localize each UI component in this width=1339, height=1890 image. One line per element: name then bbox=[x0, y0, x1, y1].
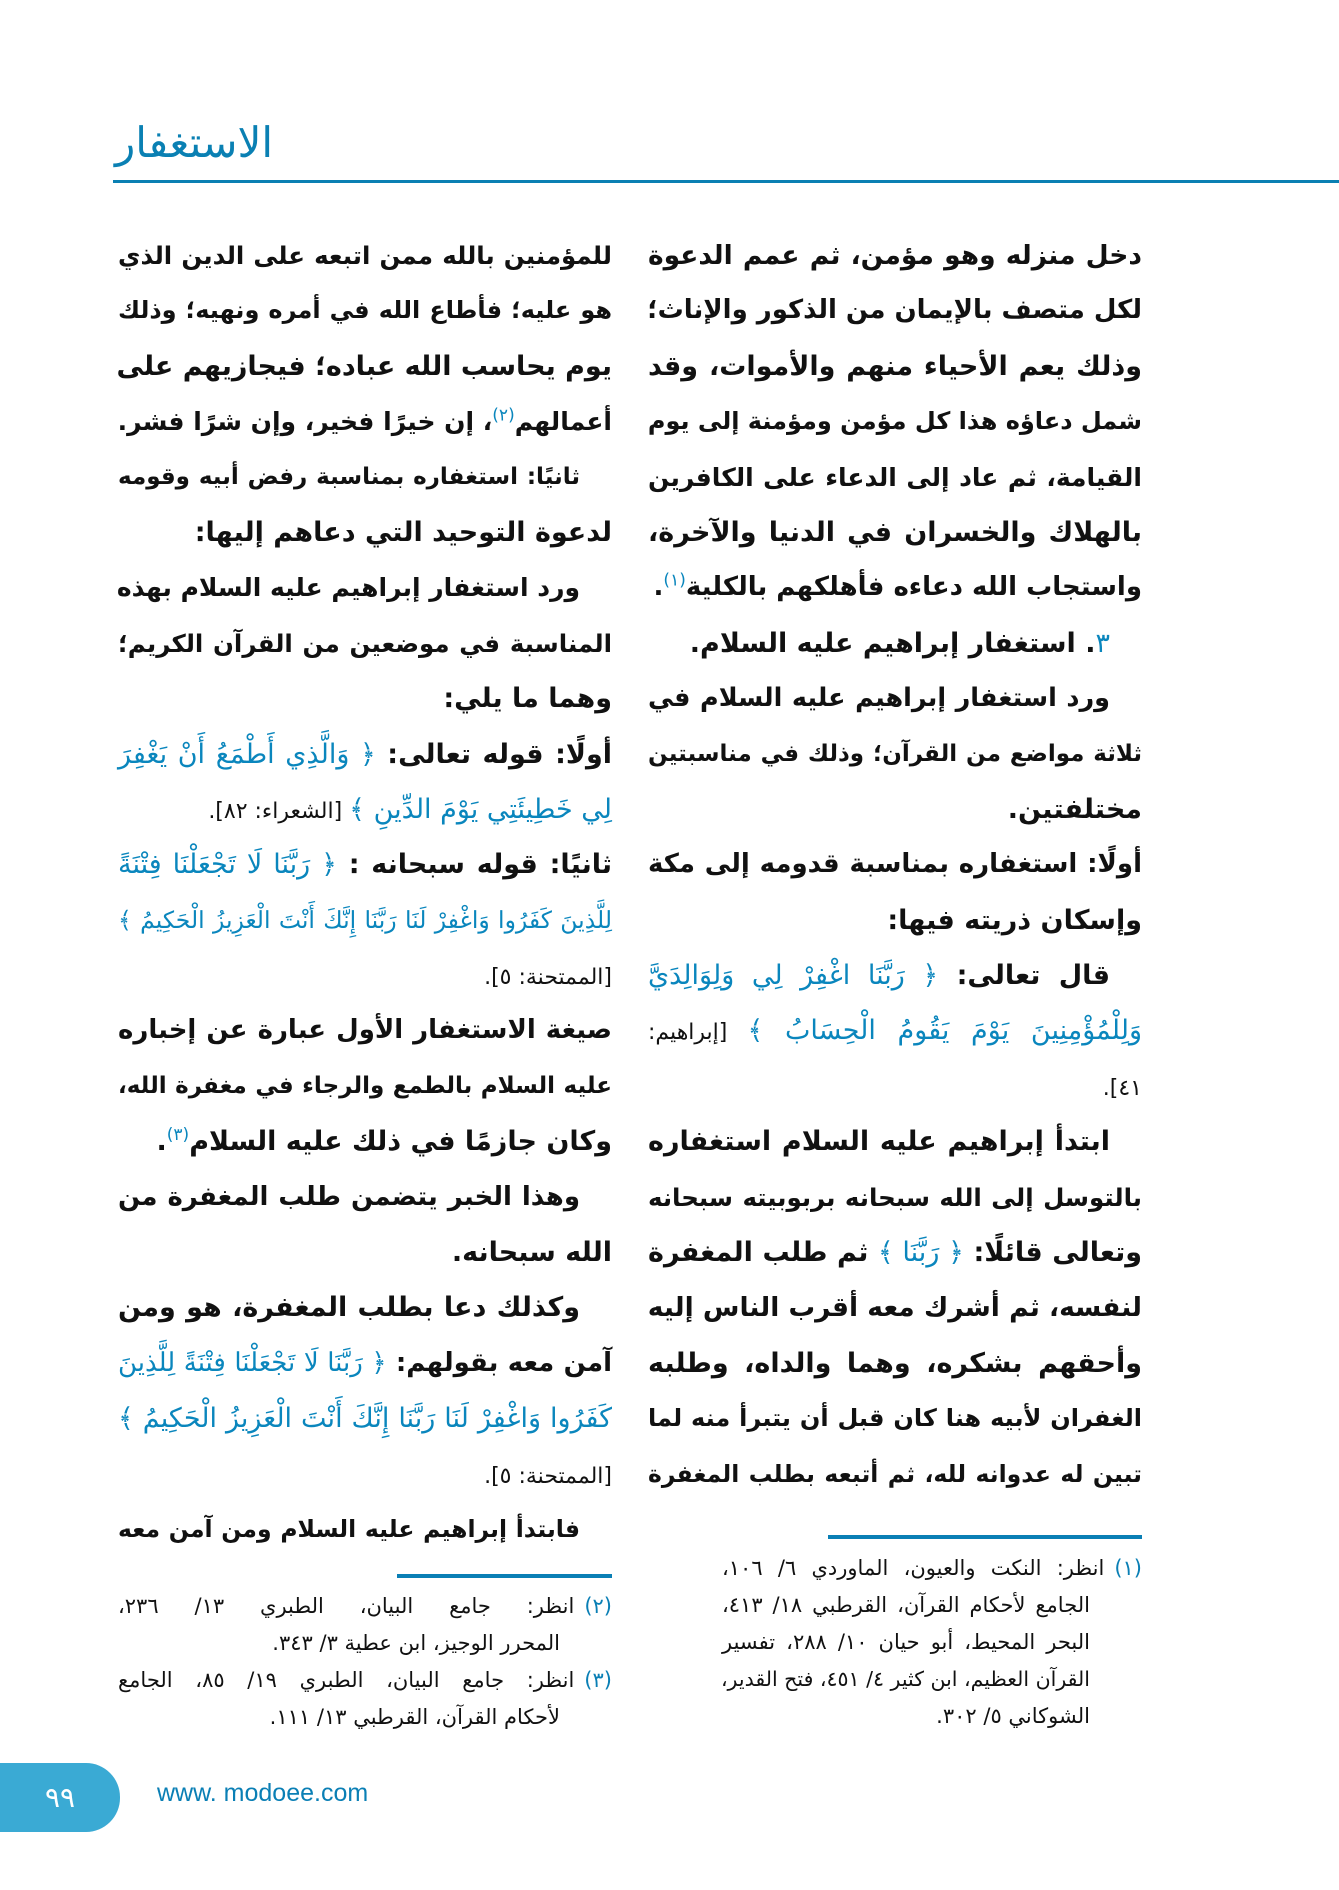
text-segment: وهذا الخبر يتضمن طلب المغفرة من bbox=[118, 1181, 580, 1212]
footnote-marker: (١) bbox=[663, 570, 686, 591]
quran-verse: ﴿ رَبَّنَا لَا تَجْعَلْنَا فِتْنَةً لِلَّذِينَ bbox=[118, 1347, 387, 1378]
text-line bbox=[118, 283, 612, 338]
text-segment: ابتدأ إبراهيم عليه السلام استغفاره bbox=[648, 1126, 1110, 1158]
footnote-text: البحر المحيط، أبو حيان ١٠/ ٢٨٨، تفسير bbox=[722, 1630, 1090, 1654]
text-line bbox=[118, 837, 612, 892]
footnote-text: انظر: جامع البيان، الطبري ١٣/ ٢٣٦، bbox=[118, 1594, 575, 1618]
text-segment: ثانيًا: استغفاره بمناسبة رفض أبيه وقومه bbox=[118, 463, 580, 490]
left-text-column bbox=[118, 228, 612, 1557]
footnote-marker: (٣) bbox=[166, 1125, 190, 1146]
text-line bbox=[648, 948, 1142, 1003]
text-line bbox=[648, 1225, 1142, 1280]
text-line bbox=[118, 1114, 612, 1169]
text-line bbox=[118, 1280, 612, 1335]
text-segment: قال تعالى: bbox=[938, 960, 1110, 992]
footnote-text: المحرر الوجيز، ابن عطية ٣/ ٣٤٣. bbox=[272, 1631, 560, 1655]
text-line bbox=[648, 1003, 1142, 1058]
text-line bbox=[648, 727, 1142, 782]
footnote-number: (٣) bbox=[584, 1668, 612, 1692]
text-line bbox=[118, 727, 612, 782]
text-segment: وذلك يعم الأحياء منهم والأموات، وقد bbox=[648, 350, 1142, 382]
quran-verse: لِلَّذِينَ كَفَرُوا وَاغْفِرْ لَنَا رَبَّنَا إِنَّكَ أَنْتَ الْعَزِيزُ الْحَكِيمُ ﴾ bbox=[118, 905, 612, 934]
quran-verse: ﴿ وَالَّذِي أَطْمَعُ أَنْ يَغْفِرَ bbox=[118, 738, 376, 770]
text-line bbox=[648, 782, 1142, 837]
text-segment: لنفسه، ثم أشرك معه أقرب الناس إليه bbox=[647, 1292, 1142, 1324]
footnote-text: انظر: النكت والعيون، الماوردي ٦/ ١٠٦، bbox=[722, 1556, 1105, 1580]
text-line bbox=[118, 893, 612, 948]
text-line bbox=[648, 505, 1142, 560]
text-line bbox=[118, 450, 612, 505]
footnote-line bbox=[118, 1699, 612, 1736]
website-url[interactable]: www. modoee.com bbox=[157, 1779, 369, 1807]
text-segment: ورد استغفار إبراهيم عليه السلام بهذه bbox=[116, 573, 580, 603]
footnote-line bbox=[722, 1550, 1142, 1587]
right-text-column bbox=[648, 228, 1142, 1502]
text-segment: صيغة الاستغفار الأول عبارة عن إخباره bbox=[118, 1015, 612, 1046]
footnote-line bbox=[722, 1624, 1142, 1661]
footnote-number: (٢) bbox=[584, 1594, 612, 1618]
text-line bbox=[648, 671, 1142, 726]
footnote-text: انظر: جامع البيان، الطبري ١٩/ ٨٥، الجامع bbox=[118, 1668, 575, 1692]
text-line bbox=[648, 616, 1142, 671]
text-line bbox=[118, 616, 612, 671]
text-segment: دخل منزله وهو مؤمن، ثم عمم الدعوة bbox=[648, 240, 1142, 271]
text-segment: ورد استغفار إبراهيم عليه السلام في bbox=[648, 683, 1110, 714]
text-line bbox=[118, 782, 612, 837]
text-line bbox=[648, 339, 1142, 394]
text-line bbox=[118, 1003, 612, 1058]
text-segment: بالهلاك والخسران في الدنيا والآخرة، bbox=[648, 516, 1142, 548]
text-segment: ثم طلب المغفرة bbox=[648, 1237, 878, 1269]
text-line bbox=[648, 1280, 1142, 1335]
quran-verse: لِي خَطِيئَتِي يَوْمَ الدِّينِ ﴾ bbox=[349, 793, 612, 825]
text-segment: هو عليه؛ فأطاع الله في أمره ونهيه؛ وذلك bbox=[118, 296, 612, 325]
text-segment: عليه السلام بالطمع والرجاء في مغفرة الله، bbox=[118, 1072, 612, 1099]
text-line bbox=[118, 671, 612, 726]
footnote-text: الجامع لأحكام القرآن، القرطبي ١٨/ ٤١٣، bbox=[722, 1593, 1090, 1617]
running-header-title: الاستغفار bbox=[115, 118, 274, 167]
text-segment: وأحقهم بشكره، وهما والداه، وطلبه bbox=[648, 1347, 1142, 1379]
verse-reference: [الشعراء: ٨٢]. bbox=[208, 798, 350, 824]
text-line bbox=[118, 1336, 612, 1391]
text-segment: ثلاثة مواضع من القرآن؛ وذلك في مناسبتين bbox=[648, 740, 1142, 767]
footnote-line bbox=[118, 1625, 612, 1662]
text-segment: أعمالهم bbox=[514, 407, 612, 437]
text-segment: وإسكان ذريته فيها: bbox=[887, 904, 1142, 936]
footnote-line bbox=[118, 1588, 612, 1625]
footnote-separator-right bbox=[828, 1535, 1142, 1539]
text-line bbox=[118, 394, 612, 449]
verse-reference: [الممتحنة: ٥]. bbox=[484, 965, 612, 991]
text-line bbox=[648, 1114, 1142, 1169]
text-line bbox=[648, 1391, 1142, 1446]
text-line bbox=[118, 505, 612, 560]
text-segment: أولًا: قوله تعالى: bbox=[375, 738, 613, 770]
text-segment: القيامة، ثم عاد إلى الدعاء على الكافرين bbox=[648, 462, 1142, 492]
text-segment: لكل متصف بالإيمان من الذكور والإناث؛ bbox=[647, 295, 1142, 326]
text-segment: ثانيًا: قوله سبحانه : bbox=[336, 849, 612, 881]
quran-verse: ﴿ رَبَّنَا ﴾ bbox=[877, 1237, 964, 1269]
text-line bbox=[118, 948, 612, 1003]
page-number-badge: ٩٩ bbox=[0, 1763, 120, 1832]
text-line bbox=[648, 1170, 1142, 1225]
text-segment: . bbox=[653, 572, 664, 603]
verse-reference: ٤١]. bbox=[1102, 1075, 1142, 1101]
footnote-line bbox=[722, 1587, 1142, 1624]
text-segment: الله سبحانه. bbox=[451, 1237, 612, 1269]
text-line bbox=[118, 1170, 612, 1225]
text-segment: المناسبة في موضعين من القرآن الكريم؛ bbox=[118, 628, 612, 658]
quran-verse: كَفَرُوا وَاغْفِرْ لَنَا رَبَّنَا إِنَّكَ أَنْتَ الْعَزِيزُ الْحَكِيمُ ﴾ bbox=[118, 1403, 612, 1435]
text-line bbox=[648, 560, 1142, 615]
text-segment: وتعالى قائلًا: bbox=[963, 1237, 1143, 1269]
footnote-separator-left bbox=[397, 1574, 612, 1578]
footnote-line bbox=[722, 1661, 1142, 1698]
text-line bbox=[648, 394, 1142, 449]
text-line bbox=[648, 283, 1142, 338]
text-line bbox=[118, 1502, 612, 1557]
text-line bbox=[118, 339, 612, 394]
footnotes-right bbox=[722, 1550, 1142, 1735]
text-line bbox=[648, 228, 1142, 283]
text-segment: بالتوسل إلى الله سبحانه بربوبيته سبحانه bbox=[648, 1182, 1142, 1212]
text-segment: مختلفتين. bbox=[1007, 793, 1142, 825]
text-segment: . bbox=[156, 1126, 167, 1158]
text-segment: وكان جازمًا في ذلك عليه السلام bbox=[189, 1126, 612, 1158]
quran-verse: ﴿ رَبَّنَا لَا تَجْعَلْنَا فِتْنَةً bbox=[118, 849, 337, 881]
text-line bbox=[648, 1059, 1142, 1114]
text-segment: . استغفار إبراهيم عليه السلام. bbox=[689, 627, 1096, 659]
text-line bbox=[648, 837, 1142, 892]
footnote-line bbox=[118, 1662, 612, 1699]
header-rule bbox=[113, 180, 1339, 183]
footnote-text: الشوكاني ٥/ ٣٠٢. bbox=[936, 1704, 1090, 1728]
text-segment: للمؤمنين بالله ممن اتبعه على الدين الذي bbox=[118, 241, 612, 270]
footnote-text: لأحكام القرآن، القرطبي ١٣/ ١١١. bbox=[269, 1705, 560, 1729]
footnote-number: (١) bbox=[1114, 1556, 1142, 1580]
text-line bbox=[118, 1225, 612, 1280]
text-line bbox=[648, 450, 1142, 505]
footnotes-left bbox=[118, 1588, 612, 1736]
text-line bbox=[118, 228, 612, 283]
text-segment: تبين له عدوانه لله، ثم أتبعه بطلب المغفرة bbox=[648, 1459, 1142, 1488]
text-line bbox=[648, 1336, 1142, 1391]
text-segment: فابتدأ إبراهيم عليه السلام ومن آمن معه bbox=[118, 1514, 580, 1543]
text-segment: ، إن خيرًا فخير، وإن شرًا فشر. bbox=[117, 407, 493, 437]
text-segment: يوم يحاسب الله عباده؛ فيجازيهم على bbox=[116, 350, 612, 382]
footnote-line bbox=[722, 1698, 1142, 1735]
text-line bbox=[648, 893, 1142, 948]
quran-verse: ٣ bbox=[1095, 627, 1110, 659]
text-segment: الغفران لأبيه هنا كان قبل أن يتبرأ منه لما bbox=[648, 1404, 1142, 1433]
quran-verse: وَلِلْمُؤْمِنِينَ يَوْمَ يَقُومُ الْحِسَابُ ﴾ bbox=[747, 1015, 1142, 1047]
text-segment: وكذلك دعا بطلب المغفرة، هو ومن bbox=[118, 1292, 580, 1324]
text-line bbox=[118, 1447, 612, 1502]
footnote-marker: (٢) bbox=[492, 405, 515, 426]
verse-reference: [الممتحنة: ٥]. bbox=[484, 1463, 612, 1489]
text-line bbox=[118, 560, 612, 615]
text-line bbox=[118, 1059, 612, 1114]
verse-reference: [إبراهيم: bbox=[648, 1020, 748, 1046]
text-line bbox=[648, 1447, 1142, 1502]
text-segment: أولًا: استغفاره بمناسبة قدومه إلى مكة bbox=[648, 849, 1142, 880]
text-line bbox=[118, 1391, 612, 1446]
quran-verse: ﴿ رَبَّنَا اغْفِرْ لِي وَلِوَالِدَيَّ bbox=[648, 960, 939, 992]
text-segment: آمن معه بقولهم: bbox=[386, 1347, 612, 1378]
text-segment: لدعوة التوحيد التي دعاهم إليها: bbox=[194, 516, 612, 548]
text-segment: شمل دعاؤه هذا كل مؤمن ومؤمنة إلى يوم bbox=[647, 407, 1142, 436]
footnote-text: القرآن العظيم، ابن كثير ٤/ ٤٥١، فتح القدير، bbox=[720, 1667, 1090, 1691]
text-segment: وهما ما يلي: bbox=[443, 683, 612, 715]
text-segment: واستجاب الله دعاءه فأهلكهم بالكلية bbox=[685, 572, 1142, 603]
